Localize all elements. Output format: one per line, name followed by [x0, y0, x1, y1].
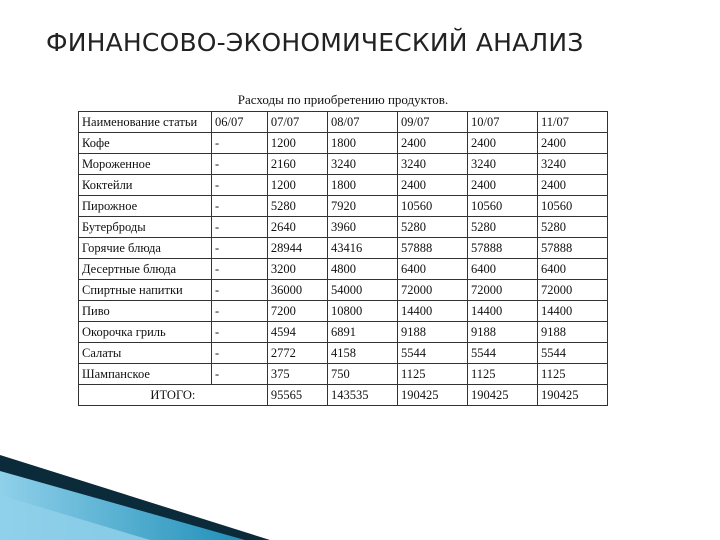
row-value: 2640	[267, 217, 327, 238]
row-value: 3960	[327, 217, 397, 238]
row-value: -	[212, 217, 268, 238]
row-value: 375	[267, 364, 327, 385]
table-row	[79, 322, 608, 343]
row-value: 7920	[327, 196, 397, 217]
table-row	[79, 343, 608, 364]
row-value: 14400	[467, 301, 537, 322]
row-value: 6400	[397, 259, 467, 280]
row-value: 2400	[467, 133, 537, 154]
row-value: 57888	[397, 238, 467, 259]
row-value: 3240	[537, 154, 607, 175]
header-period: 11/07	[537, 112, 607, 133]
row-value: 750	[327, 364, 397, 385]
row-value: -	[212, 280, 268, 301]
row-value: 5544	[467, 343, 537, 364]
row-value: 3240	[467, 154, 537, 175]
row-value: 2160	[267, 154, 327, 175]
row-value: -	[212, 238, 268, 259]
row-value: 57888	[537, 238, 607, 259]
row-value: 1125	[397, 364, 467, 385]
row-name: Бутерброды	[79, 217, 212, 238]
row-value: -	[212, 364, 268, 385]
table-row	[79, 280, 608, 301]
row-value: 28944	[267, 238, 327, 259]
table-row	[79, 175, 608, 196]
row-value: 5544	[537, 343, 607, 364]
row-value: 5280	[267, 196, 327, 217]
total-value: 143535	[327, 385, 397, 406]
row-value: 36000	[267, 280, 327, 301]
total-value: 190425	[537, 385, 607, 406]
row-value: 6400	[467, 259, 537, 280]
total-row	[79, 385, 608, 406]
row-value: 54000	[327, 280, 397, 301]
row-value: 5280	[537, 217, 607, 238]
row-value: 9188	[537, 322, 607, 343]
header-name: Наименование статьи	[79, 112, 212, 133]
row-value: -	[212, 133, 268, 154]
row-value: 2772	[267, 343, 327, 364]
table-row	[79, 259, 608, 280]
expenses-table	[78, 111, 608, 406]
row-value: 72000	[467, 280, 537, 301]
table-row	[79, 238, 608, 259]
row-name: Пирожное	[79, 196, 212, 217]
table-row	[79, 133, 608, 154]
total-value: 95565	[267, 385, 327, 406]
slide-title: ФИНАНСОВО-ЭКОНОМИЧЕСКИЙ АНАЛИЗ	[46, 28, 584, 57]
row-value: -	[212, 322, 268, 343]
row-value: 14400	[397, 301, 467, 322]
row-value: 1800	[327, 133, 397, 154]
row-value: 1125	[537, 364, 607, 385]
row-value: 72000	[397, 280, 467, 301]
row-value: 10800	[327, 301, 397, 322]
row-name: Кофе	[79, 133, 212, 154]
row-value: 2400	[537, 133, 607, 154]
row-value: 2400	[467, 175, 537, 196]
table-row	[79, 364, 608, 385]
row-value: 9188	[397, 322, 467, 343]
row-value: 5280	[467, 217, 537, 238]
row-value: 14400	[537, 301, 607, 322]
row-value: 6400	[537, 259, 607, 280]
row-name: Коктейли	[79, 175, 212, 196]
row-value: 1800	[327, 175, 397, 196]
row-name: Шампанское	[79, 364, 212, 385]
row-value: 72000	[537, 280, 607, 301]
row-value: 57888	[467, 238, 537, 259]
header-period: 06/07	[212, 112, 268, 133]
header-period: 07/07	[267, 112, 327, 133]
table-row	[79, 217, 608, 238]
total-value: 190425	[467, 385, 537, 406]
row-value: -	[212, 175, 268, 196]
header-period: 08/07	[327, 112, 397, 133]
row-value: 1200	[267, 175, 327, 196]
row-value: 7200	[267, 301, 327, 322]
row-value: 1125	[467, 364, 537, 385]
row-name: Пиво	[79, 301, 212, 322]
row-value: 10560	[397, 196, 467, 217]
row-value: 6891	[327, 322, 397, 343]
row-value: -	[212, 196, 268, 217]
row-value: 5280	[397, 217, 467, 238]
row-value: 3200	[267, 259, 327, 280]
row-value: -	[212, 259, 268, 280]
row-value: 4800	[327, 259, 397, 280]
row-value: 43416	[327, 238, 397, 259]
total-label: ИТОГО:	[79, 385, 268, 406]
total-value: 190425	[397, 385, 467, 406]
table-row	[79, 154, 608, 175]
row-value: 9188	[467, 322, 537, 343]
row-value: 4158	[327, 343, 397, 364]
row-value: -	[212, 154, 268, 175]
row-value: 4594	[267, 322, 327, 343]
corner-decoration	[0, 445, 270, 540]
row-value: 10560	[537, 196, 607, 217]
row-value: -	[212, 301, 268, 322]
row-name: Мороженное	[79, 154, 212, 175]
row-value: 3240	[327, 154, 397, 175]
row-name: Горячие блюда	[79, 238, 212, 259]
row-value: 5544	[397, 343, 467, 364]
header-period: 09/07	[397, 112, 467, 133]
row-value: 1200	[267, 133, 327, 154]
table-caption: Расходы по приобретению продуктов.	[237, 92, 449, 107]
table-row	[79, 301, 608, 322]
row-value: 3240	[397, 154, 467, 175]
table-row	[79, 196, 608, 217]
row-name: Десертные блюда	[79, 259, 212, 280]
row-value: 2400	[397, 133, 467, 154]
row-value: 2400	[537, 175, 607, 196]
row-value: 10560	[467, 196, 537, 217]
row-name: Спиртные напитки	[79, 280, 212, 301]
table-header-row	[79, 112, 608, 133]
table-body	[79, 133, 608, 385]
row-name: Окорочка гриль	[79, 322, 212, 343]
row-name: Салаты	[79, 343, 212, 364]
row-value: -	[212, 343, 268, 364]
row-value: 2400	[397, 175, 467, 196]
header-period: 10/07	[467, 112, 537, 133]
